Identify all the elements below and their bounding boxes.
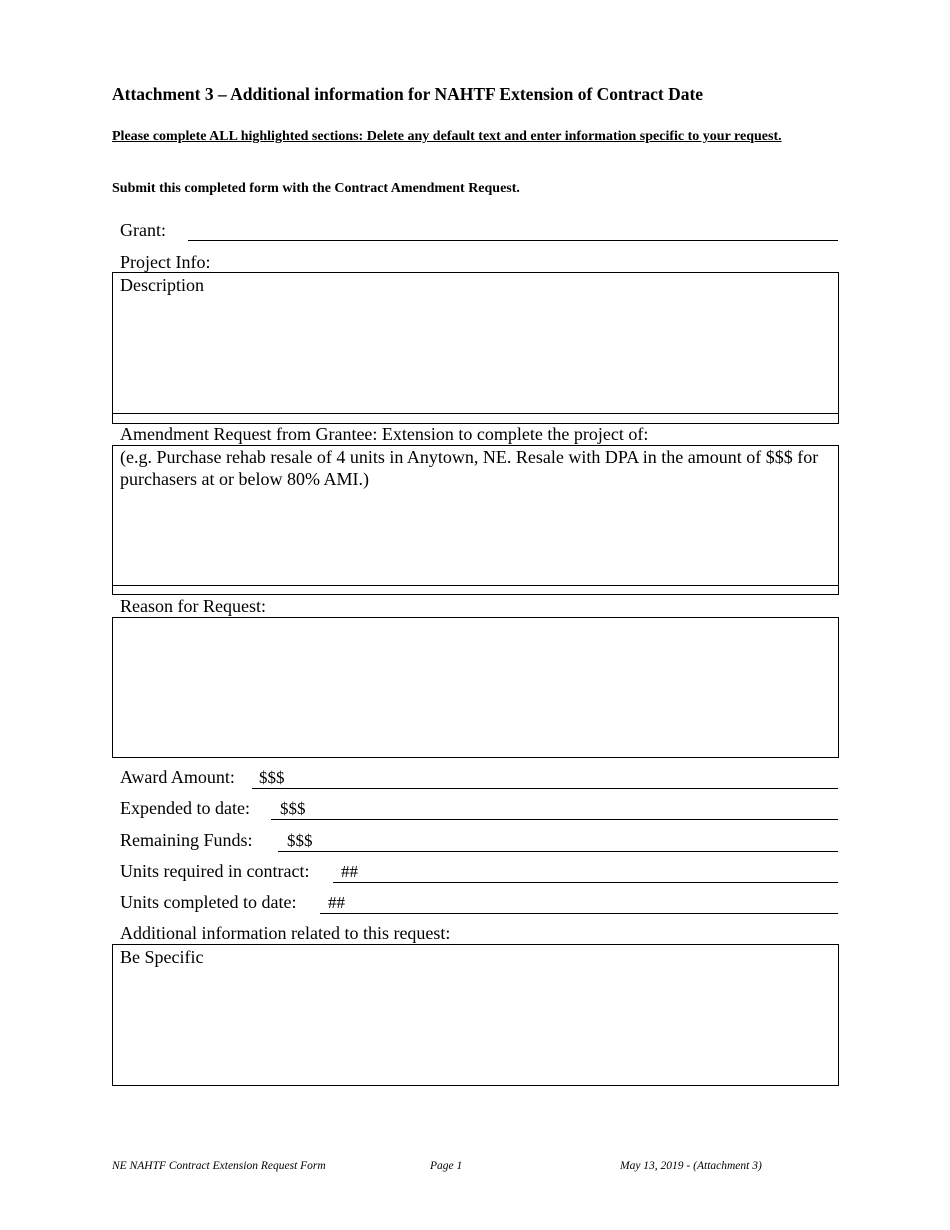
units-required-value: ## <box>341 862 358 881</box>
award-amount-field[interactable] <box>252 768 838 789</box>
units-completed-value: ## <box>328 893 345 912</box>
project-info-label: Project Info: <box>120 252 211 272</box>
expended-field[interactable] <box>271 799 838 820</box>
award-amount-value: $$$ <box>259 768 285 787</box>
additional-info-box[interactable] <box>112 944 839 1086</box>
footer-form-name: NE NAHTF Contract Extension Request Form <box>112 1160 326 1172</box>
grant-label: Grant: <box>120 220 166 240</box>
instructions-text: Please complete ALL highlighted sections: Delete any default text and enter information specific to your request. <box>112 129 782 144</box>
page-title: Attachment 3 – Additional information for NAHTF Extension of Contract Date <box>112 84 704 104</box>
divider <box>113 413 838 414</box>
units-required-field[interactable] <box>333 862 838 883</box>
additional-info-text: Be Specific <box>120 947 204 967</box>
amendment-label: Amendment Request from Grantee: Extension to complete the project of: <box>120 424 649 444</box>
remaining-field[interactable] <box>278 831 838 852</box>
grant-field[interactable] <box>188 240 838 241</box>
description-text: Description <box>120 275 204 295</box>
footer-page-number: Page 1 <box>430 1160 463 1172</box>
amendment-box[interactable] <box>112 445 839 595</box>
submit-note: Submit this completed form with the Contract Amendment Request. <box>112 181 520 196</box>
description-box[interactable] <box>112 272 839 424</box>
units-completed-field[interactable] <box>320 893 838 914</box>
remaining-label: Remaining Funds: <box>120 830 253 850</box>
reason-label: Reason for Request: <box>120 596 266 616</box>
units-completed-label: Units completed to date: <box>120 892 297 912</box>
reason-box[interactable] <box>112 617 839 758</box>
additional-info-label: Additional information related to this request: <box>120 923 451 943</box>
footer-date: May 13, 2019 - (Attachment 3) <box>620 1160 762 1172</box>
divider <box>113 585 838 586</box>
remaining-value: $$$ <box>287 831 313 850</box>
units-required-label: Units required in contract: <box>120 861 310 881</box>
amendment-text: (e.g. Purchase rehab resale of 4 units in Anytown, NE. Resale with DPA in the amount of $$$ for purchasers at or below 80% AMI.) <box>120 447 819 489</box>
award-amount-label: Award Amount: <box>120 767 235 787</box>
expended-label: Expended to date: <box>120 798 250 818</box>
expended-value: $$$ <box>280 799 306 818</box>
